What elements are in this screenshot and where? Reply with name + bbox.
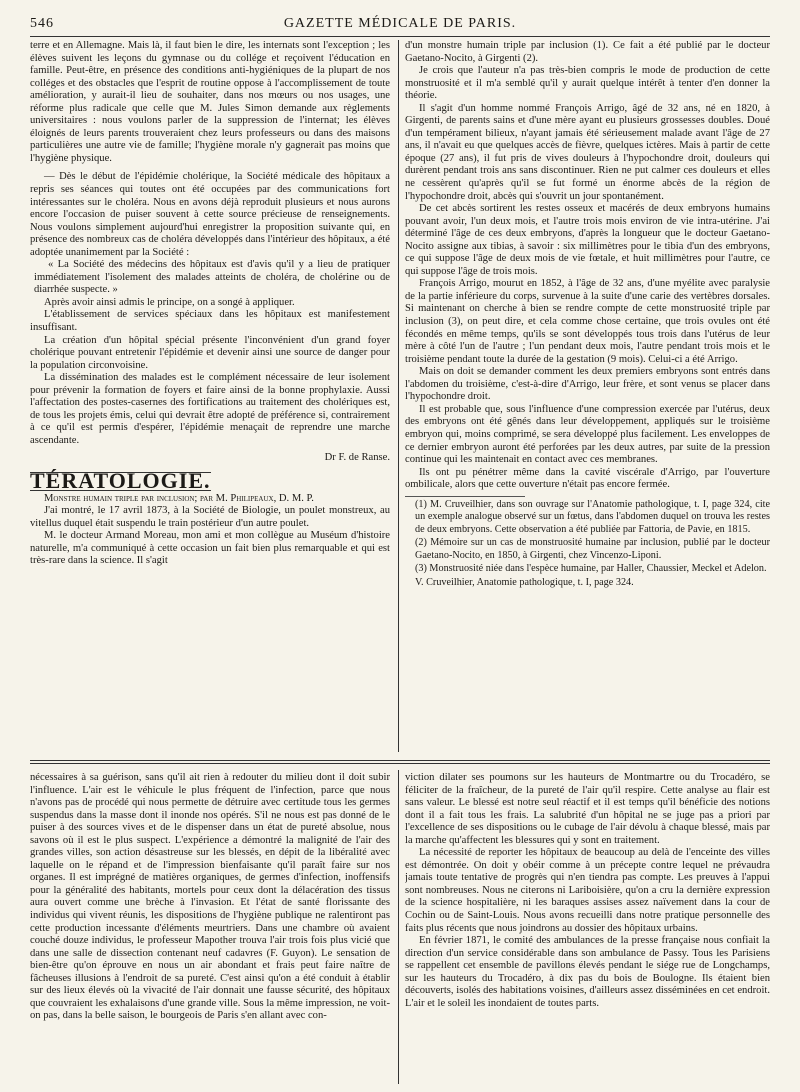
paragraph: La nécessité de reporter les hôpitaux de beaucoup au delà de l'enceinte des villes est démontrée. On doit y obéir comme à un précepte contre lequel ne prévaudra jamais toute tentative de progrès qui n'en tiendra pas compte. Les preuves à l'appui sont nombreuses. Nous ne citerons ni Lariboisière, qu'on a cru la dernière expression de la science hospitalière, ni les baraques assises assez naïvement dans la cour de Cochin ou de Saint-Louis. Nous avons recueilli dans notre pratique personnelle des faits plus récents que nous joindrons au dossier des hôpitaux urbains.: [405, 847, 770, 934]
paragraph: M. le docteur Armand Moreau, mon ami et mon collègue au Muséum d'histoire naturelle, m'a communiqué à cette occasion un fait bien plus remarquable et qui est très-rare dans la science. Il s'agit: [30, 530, 390, 567]
article-subtitle: Monstre humain triple par inclusion; par M. Philipeaux, D. M. P.: [44, 492, 314, 504]
journal-title: GAZETTE MÉDICALE DE PARIS.: [283, 16, 517, 31]
footnote: (2) Mémoire sur un cas de monstruosité humaine par inclusion, publié par le docteur Gaetano-Nocito, en 1850, à Girgenti, chez Vincenzo-Liponi.: [415, 537, 770, 561]
footnote: (1) M. Cruveilhier, dans son ouvrage sur l'Anatomie pathologique, t. I, page 324, cite un exemple analogue observé sur un fœtus, dans l'abdomen duquel on trouva les restes de deux embryons. Cette observation a été publiée par Fattoria, de Pavie, en 1815.: [415, 498, 770, 535]
column-divider: [398, 770, 399, 1084]
footnote: (3) Monstruosité niée dans l'espèce humaine, par Haller, Chaussier, Meckel et Adelon.: [415, 563, 767, 575]
page-header: [30, 14, 770, 37]
paragraph: terre et en Allemagne. Mais là, il faut bien le dire, les internats sont l'exception ; les élèves suivent les leçons du gymnase ou du collége et reçoivent l'éducation en famille. Peut-être, en présence des conditions anti-hygiéniques de la plupart de nos colléges et des obstacles que l'esprit de routine oppose à l'accomplissement de toute amélioration, y aurait-il lieu de souhaiter, dans nos mœurs ou nos usages, une réforme plus radicale que celle que M. Jules Simon demande aux règlements universitaires : nous voulons parler de la suppression de l'internat; les élèves éloignés de leurs parents trouveraient chez leurs professeurs ou dans des maisons particulières une autre vie de famille; l'hygiène morale n'y gagnerait pas moins que l'hygiène physique.: [30, 40, 390, 164]
paragraph: François Arrigo, mourut en 1852, à l'âge de 32 ans, d'une myélite avec paralysie de la partie inférieure du corps, survenue à la suite d'une carie des vertèbres dorsales. Si maintenant on cherche à bien se rendre compte de cette monstruosité triple par inclusion (3), on peut dire, et cela comme chose certaine, que trois ovules ont été fécondés en même temps, qu'ils se sont développés tous trois dans l'utérus de leur mère à côté l'un de l'autre ; l'un pendant deux mois, l'autre pendant trois mois et le troisième pendant toute la durée de la gestation (9 mois). Celui-ci a été Arrigo.: [405, 278, 770, 365]
paragraph: En février 1871, le comité des ambulances de la presse française nous confiait la direction d'un service considérable dans son ambulance de Passy. Tous les Parisiens se rappellent cet ensemble de pavillons élevés pendant le siége rue de Longchamps, sur les hauteurs du Trocadéro, à dix pas du bois de Boulogne. Ils étaient bien découverts, isolés des habitations voisines, d'ailleurs assez disséminées en cet endroit. L'air et le soleil les inondaient de toutes parts.: [405, 935, 770, 1009]
column-divider: [398, 40, 399, 752]
paragraph: — Dès le début de l'épidémie cholérique, la Société médicale des hôpitaux a repris ses séances qui toutes ont été occupées par des communications fort intéressantes sur le choléra. Nous en avons déjà reproduit plusieurs et nous aurons encore l'occasion de puiser souvent à cette source précieuse de renseignements. Nous voulons simplement aujourd'hui enregistrer la proposition suivante qui, en présence des nombreux cas de choléra développés dans l'intérieur des hôpitaux, a été adoptée unanimement par la Société :: [30, 171, 390, 258]
paragraph: viction dilater ses poumons sur les hauteurs de Montmartre ou du Trocadéro, se féliciter de la fraîcheur, de la pureté de l'air qu'il respire. Cette analyse au flair est sans valeur. Le blessé est notre seul réactif et il est temps qu'il bénéficie des notions dont il a fait tous les frais. La salubrité d'un hôpital ne se juge pas a priori par l'excellence de ses dispositions ou le cubage de l'air dévolu à chaque blessé, mais par la marche qu'affectent les blessures qui y sont en traitement.: [405, 772, 770, 846]
paragraph: Je crois que l'auteur n'a pas très-bien compris le mode de production de cette monstruosité et il m'a semblé qu'il y aurait quelque intérêt à tenter d'en donner la théorie.: [405, 65, 770, 102]
paragraph: Il est probable que, sous l'influence d'une compression exercée par l'utérus, deux des embryons ont été gênés dans leur développement, appliqués sur le troisième embryon qui, moins comprimé, se sera développé plus facilement. Les enveloppes de ce dernier embryon auront été perforées par les deux autres, par suite de la pression continue qui les maintenait en contact avec ces membranes.: [405, 403, 770, 466]
paragraph: Après avoir ainsi admis le principe, on a songé à appliquer.: [44, 296, 295, 308]
paragraph: nécessaires à sa guérison, sans qu'il ait rien à redouter du milieu dont il doit subir l'influence. L'air est le véhicule le plus fréquent de l'infection, parce que nous n'avons pas de procédé qui nous permette de détruire avec certitude tous les germes suspendus dans la masse dont il inonde nos opérés. S'il ne nous est pas donné de le puiser à des sources vives et de le dispenser dans un état de pureté absolue, nous savons où il est le plus suspect. L'expérience a démontré la malignité de l'air des grandes villes, son action désastreuse sur les blessés, en dépit de la libéralité avec laquelle on le répand et de l'impression bienfaisante qu'il paraît faire sur nos organes. Il est imprégné de matières organiques, de germes d'infection, inoffensifs pour la généralité des habitants, mortels pour ceux dont la délacération des tissus aura ouvert comme une brèche à l'invasion. Et l'état de santé florissante des individus qui vivent réunis, les dispositions de l'hygiène publique ne ralentiront pas cette production incessante d'éléments meurtriers. Dans une chambre où avaient couché douze individus, le professeur Mapother trouva l'air trois fois plus vicié que dans une salle de dissection contenant neuf cadavres (F. Guyon). Le sensation de bien-être qu'on éprouve en nous un air abondant et frais peut faire naître de fâcheuses illusions à l'endroit de sa pureté. C'est ainsi qu'on a été conduit à établir sur des lieux élevés où la vivacité de l'air donnait une fausse sécurité, des hôpitaux que couvraient les exhalaisons d'une grande ville. Sous la même impression, ne voit-on pas, dans la belle saison, le bourgeois de Paris s'en allant avec con-: [30, 772, 390, 1022]
paragraph: La création d'un hôpital spécial présente l'inconvénient d'un grand foyer cholérique pouvant entretenir l'épidémie et devenir ainsi une source de danger pour la population circonvoisine.: [30, 334, 390, 371]
footnote-separator: [405, 496, 525, 497]
upper-left-column: [30, 40, 390, 752]
upper-right-column: [405, 40, 770, 752]
paragraph: d'un monstre humain triple par inclusion (1). Ce fait a été publié par le docteur Gaetano-Nocito, à Girgenti (2).: [405, 40, 770, 64]
paragraph: De cet abcès sortirent les restes osseux et macérés de deux embryons humains pouvant avoir, l'un deux mois, et l'autre trois mois environ de vie intra-utérine. J'ai déterminé l'âge de ces deux embryons, d'après la longueur que le docteur Gaetano-Nocito assigne aux tibias, à savoir : six millimètres pour le tibia d'un des embryons, ce qui suppose l'âge de deux mois de vie fœtale, et huit millimètres pour l'autre, ce qui suppose l'âge de trois mois.: [405, 203, 770, 277]
section-title: TÉRATOLOGIE.: [30, 468, 211, 494]
section-rule: [30, 763, 770, 764]
footnote: V. Cruveilhier, Anatomie pathologique, t. I, page 324.: [415, 576, 634, 588]
paragraph: Il s'agit d'un homme nommé François Arrigo, âgé de 32 ans, né en 1820, à Girgenti, de parents sains et d'une mère ayant eu plusieurs grossesses doubles. Doué d'un tempérament bilieux, n'ayant jamais été sérieusement malade avant l'âge de 27 ans, il n'avait eu que quelques accès de fièvre, quelques ictères. Mais à partir de cette époque (27 ans), il fut pris de vives douleurs à l'hypochondre droit, douleurs qui durèrent pendant trois ans sans discontinuer. Rien ne put calmer ces douleurs et elles ne cessèrent qu'après qu'il se fut formé un énorme abcès de la région de l'hypochondre droit, abcès qui s'ouvrit un jour spontanément.: [405, 102, 770, 202]
paragraph: J'ai montré, le 17 avril 1873, à la Société de Biologie, un poulet monstreux, au vitellus duquel était suspendu le train postérieur d'un autre poulet.: [30, 505, 390, 529]
paragraph: Mais on doit se demander comment les deux premiers embryons sont entrés dans l'abdomen du troisième, c'est-à-dire d'Arrigo, leur frère, et sont venus se placer dans l'hypochondre droit.: [405, 366, 770, 403]
quotation: « La Société des médecins des hôpitaux est d'avis qu'il y a lieu de pratiquer immédiatement l'isolement des malades atteints de choléra, de cholérine ou de diarrhée suspecte. »: [34, 259, 390, 296]
paragraph: La dissémination des malades est le complément nécessaire de leur isolement pour prévenir la formation de foyers et faire ainsi de la bonne prophylaxie. Aussi l'affectation des postes-casernes des fortifications au traitement des cholériques est, de tous les projets émis, celui qui devrait être adopté de préférence si, contrairement à ce qu'il est permis d'espérer, l'épidémie menaçait de reprendre une marche ascendante.: [30, 372, 390, 446]
footnotes: [405, 499, 770, 590]
lower-right-column: [405, 772, 770, 1084]
page-number: 546: [30, 16, 54, 31]
signature: Dr F. de Ranse.: [324, 451, 390, 463]
paragraph: L'établissement de services spéciaux dans les hôpitaux est manifestement insuffisant.: [30, 309, 390, 334]
lower-left-column: [30, 772, 390, 1084]
section-rule: [30, 760, 770, 761]
paragraph: Ils ont pu pénétrer même dans la cavité viscérale d'Arrigo, par l'ouverture ombilicale, alors que cette ouverture n'était pas encore fermée.: [405, 466, 770, 491]
